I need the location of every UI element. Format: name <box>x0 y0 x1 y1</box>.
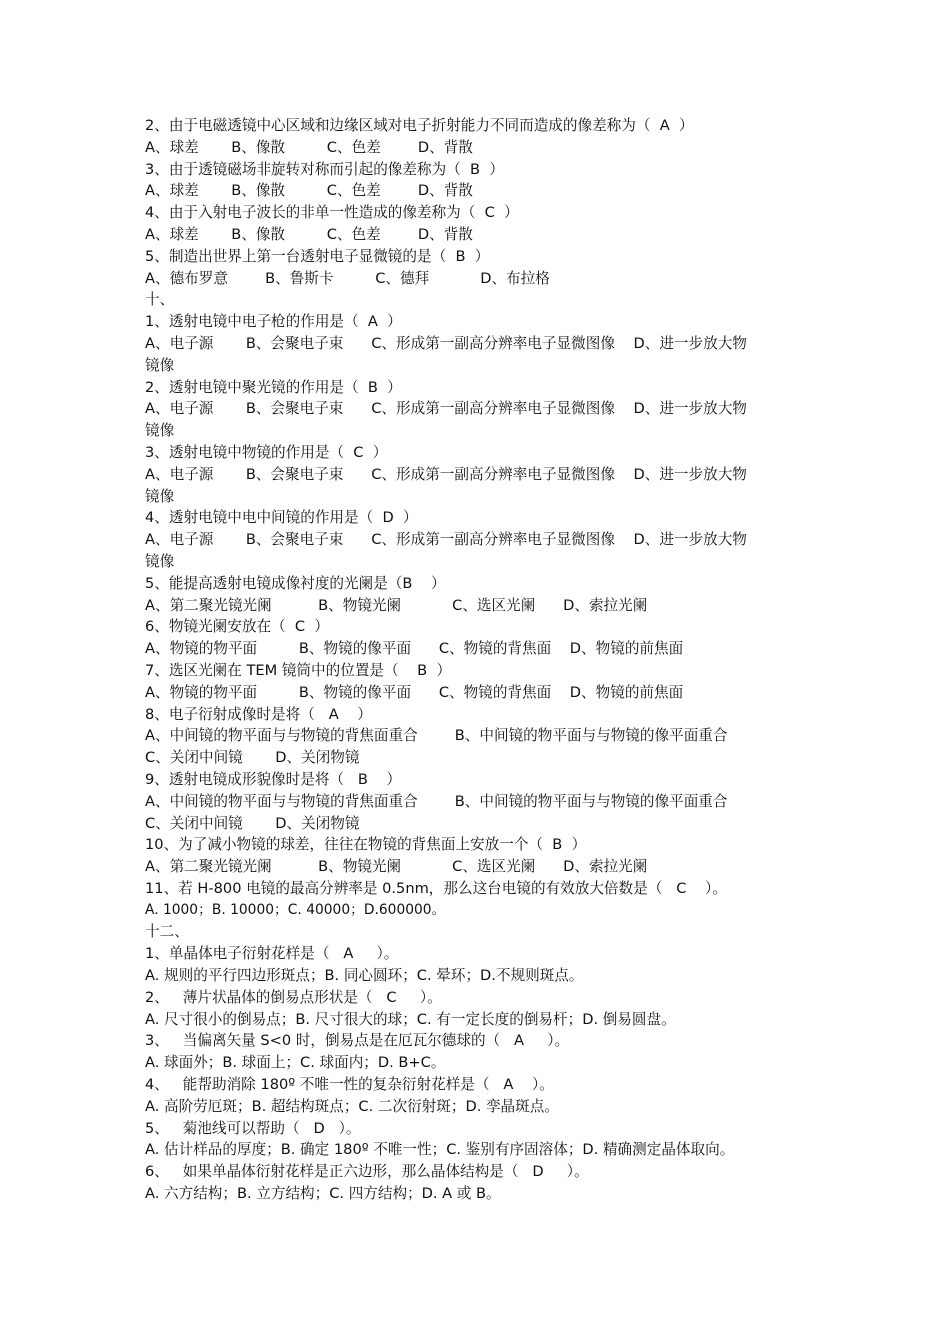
text-line: A、电子源 B、会聚电子束 C、形成第一副高分辨率电子显微图像 D、进一步放大物 <box>145 531 747 549</box>
text-line: A. 估计样品的厚度；B. 确定 180º 不唯一性；C. 鉴别有序固溶体；D. 精确测定晶体取向。 <box>145 1141 735 1159</box>
text-line: A. 1000；B. 10000；C. 40000；D.600000。 <box>145 901 446 918</box>
text-line: 7、选区光阑在 TEM 镜筒中的位置是（ B ） <box>145 661 452 679</box>
text-line: A、第二聚光镜光阑 B、物镜光阑 C、选区光阑 D、索拉光阑 <box>145 858 648 876</box>
question-text <box>145 115 825 1205</box>
text-line: 9、透射电镜成形貌像时是将（ B ） <box>145 770 402 788</box>
text-line: A、物镜的物平面 B、物镜的像平面 C、物镜的背焦面 D、物镜的前焦面 <box>145 683 684 701</box>
text-line: 4、 能帮助消除 180º 不唯一性的复杂衍射花样是（ A ）。 <box>145 1076 554 1094</box>
text-line: 镜像 <box>145 552 175 570</box>
text-line: 3、 当偏离矢量 S<0 时，倒易点是在厄瓦尔德球的（ A ）。 <box>145 1032 570 1050</box>
text-line: C、关闭中间镜 D、关闭物镜 <box>145 749 360 767</box>
text-line: 2、 薄片状晶体的倒易点形状是（ C ）。 <box>145 988 442 1006</box>
text-line: A、电子源 B、会聚电子束 C、形成第一副高分辨率电子显微图像 D、进一步放大物 <box>145 465 747 483</box>
text-line: A. 高阶劳厄斑；B. 超结构斑点；C. 二次衍射斑；D. 孪晶斑点。 <box>145 1097 559 1115</box>
text-line: 6、物镜光阑安放在（ C ） <box>145 618 329 636</box>
text-line: A. 规则的平行四边形斑点；B. 同心圆环；C. 晕环；D.不规则斑点。 <box>145 967 584 985</box>
text-line: A、电子源 B、会聚电子束 C、形成第一副高分辨率电子显微图像 D、进一步放大物 <box>145 334 747 352</box>
text-line: C、关闭中间镜 D、关闭物镜 <box>145 814 360 832</box>
text-line: 镜像 <box>145 487 175 505</box>
section-heading: 十、 <box>145 291 175 309</box>
text-line: A、德布罗意 B、鲁斯卡 C、德拜 D、布拉格 <box>145 269 550 287</box>
text-line: 3、由于透镜磁场非旋转对称而引起的像差称为（ B ） <box>145 160 504 178</box>
text-line: 11、若 H-800 电镜的最高分辨率是 0.5nm，那么这台电镜的有效放大倍数是（ C ）。 <box>145 879 727 897</box>
text-line: A、球差 B、像散 C、色差 D、背散 <box>145 225 473 243</box>
text-line: A、中间镜的物平面与与物镜的背焦面重合 B、中间镜的物平面与与物镜的像平面重合 <box>145 792 728 810</box>
text-line: 镜像 <box>145 422 175 440</box>
text-line: 10、为了减小物镜的球差，往往在物镜的背焦面上安放一个（ B ） <box>145 836 587 854</box>
text-line: 4、由于入射电子波长的非单一性造成的像差称为（ C ） <box>145 204 519 222</box>
text-line: A、第二聚光镜光阑 B、物镜光阑 C、选区光阑 D、索拉光阑 <box>145 596 648 614</box>
text-line: A、球差 B、像散 C、色差 D、背散 <box>145 138 473 156</box>
text-line: 5、制造出世界上第一台透射电子显微镜的是（ B ） <box>145 247 490 265</box>
text-line: 5、能提高透射电镜成像衬度的光阑是（B ） <box>145 574 446 592</box>
text-line: A、电子源 B、会聚电子束 C、形成第一副高分辨率电子显微图像 D、进一步放大物 <box>145 400 747 418</box>
text-line: A. 六方结构；B. 立方结构；C. 四方结构；D. A 或 B。 <box>145 1185 501 1203</box>
text-line: 2、由于电磁透镜中心区域和边缘区域对电子折射能力不同而造成的像差称为（ A ） <box>145 117 694 134</box>
text-line: 6、 如果单晶体衍射花样是正六边形，那么晶体结构是（ D ）。 <box>145 1163 589 1181</box>
text-line: 2、透射电镜中聚光镜的作用是（ B ） <box>145 378 402 396</box>
text-line: A、球差 B、像散 C、色差 D、背散 <box>145 182 473 200</box>
text-line: A、中间镜的物平面与与物镜的背焦面重合 B、中间镜的物平面与与物镜的像平面重合 <box>145 727 728 745</box>
text-line: 1、单晶体电子衍射花样是（ A ）。 <box>145 945 399 963</box>
text-line: 4、透射电镜中电中间镜的作用是（ D ） <box>145 509 418 527</box>
text-line: A、物镜的物平面 B、物镜的像平面 C、物镜的背焦面 D、物镜的前焦面 <box>145 640 684 658</box>
text-line: 镜像 <box>145 356 175 374</box>
text-line: A. 球面外；B. 球面上；C. 球面内；D. B+C。 <box>145 1054 446 1072</box>
text-line: 8、电子衍射成像时是将（ A ） <box>145 705 372 723</box>
text-line: 1、透射电镜中电子枪的作用是（ A ） <box>145 313 402 331</box>
text-line: A. 尺寸很小的倒易点；B. 尺寸很大的球；C. 有一定长度的倒易杆；D. 倒易圆盘。 <box>145 1010 676 1028</box>
text-line: 5、 菊池线可以帮助（ D ）。 <box>145 1119 361 1137</box>
text-line: 3、透射电镜中物镜的作用是（ C ） <box>145 443 388 461</box>
section-heading: 十二、 <box>145 923 189 941</box>
